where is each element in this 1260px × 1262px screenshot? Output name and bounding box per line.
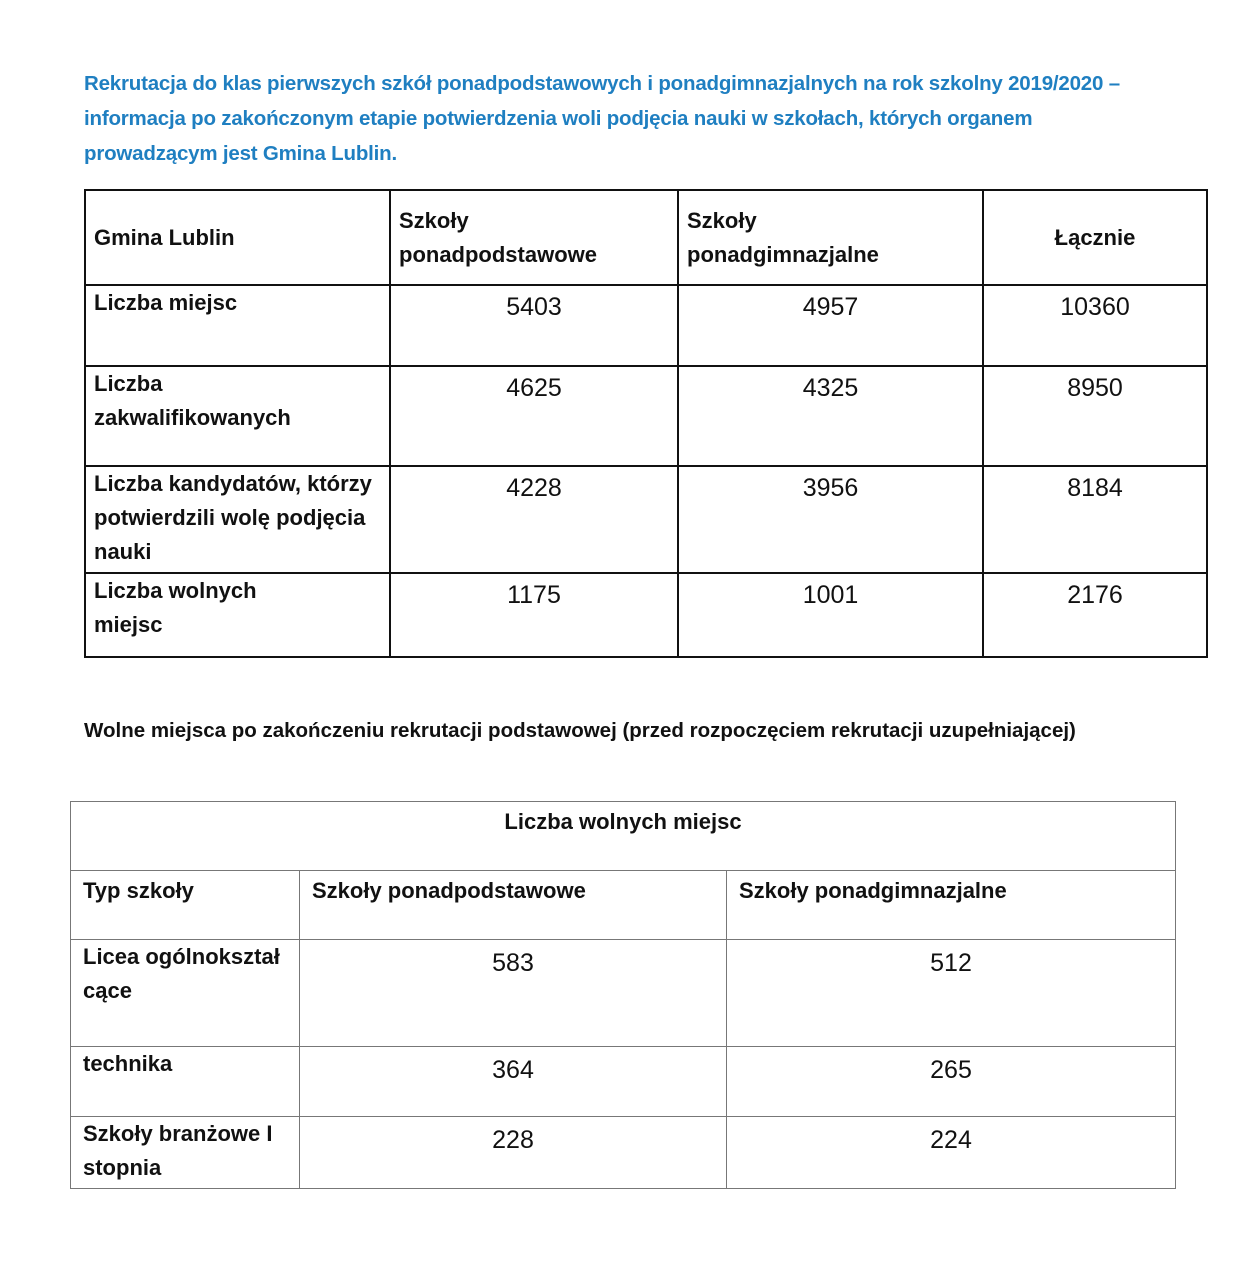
- row-label: Licea ogólnokształcące: [71, 940, 300, 1047]
- row-label: technika: [71, 1047, 300, 1117]
- header-ponadgimnazjalne: [678, 190, 983, 285]
- cell-value: 265: [727, 1047, 1176, 1117]
- row-label: Szkoły branżowe I stopnia: [71, 1117, 300, 1189]
- table-row: [71, 1047, 1176, 1117]
- table-row: [71, 940, 1176, 1047]
- row-label: Liczba miejsc: [85, 285, 390, 366]
- header-total: Łącznie: [983, 190, 1207, 285]
- cell-value: 512: [727, 940, 1176, 1047]
- cell-value: 228: [300, 1117, 727, 1189]
- table-header-row: [71, 871, 1176, 940]
- cell-value: 8184: [983, 466, 1207, 573]
- free-places-table: [70, 801, 1176, 1189]
- table-caption: Liczba wolnych miejsc: [71, 802, 1176, 871]
- table-row: [85, 573, 1207, 657]
- cell-value: 4957: [678, 285, 983, 366]
- table-header-row: [85, 190, 1207, 285]
- table-row: [85, 366, 1207, 466]
- cell-value: 364: [300, 1047, 727, 1117]
- header-text: Szkoły ponadpodstawowe: [399, 207, 597, 267]
- cell-value: 3956: [678, 466, 983, 573]
- header-gmina: Gmina Lublin: [85, 190, 390, 285]
- header-text: Szkoły ponadgimnazjalne: [687, 207, 879, 267]
- table-row: [85, 466, 1207, 573]
- header-ponadpodstawowe: [390, 190, 678, 285]
- cell-value: 1001: [678, 573, 983, 657]
- header-ponadpodstawowe: Szkoły ponadpodstawowe: [300, 871, 727, 940]
- row-label: [85, 573, 390, 657]
- cell-value: 4228: [390, 466, 678, 573]
- cell-value: 2176: [983, 573, 1207, 657]
- row-label: Liczba kandydatów, którzy potwierdzili wolę podjęcia nauki: [85, 466, 390, 573]
- section-subtitle: Wolne miejsca po zakończeniu rekrutacji podstawowej (przed rozpoczęciem rekrutacji uzupełniającej): [84, 719, 1076, 742]
- cell-value: 4325: [678, 366, 983, 466]
- cell-value: 5403: [390, 285, 678, 366]
- table-row: [71, 1117, 1176, 1189]
- cell-value: 4625: [390, 366, 678, 466]
- cell-value: 8950: [983, 366, 1207, 466]
- table-row: [85, 285, 1207, 366]
- table-caption-row: [71, 802, 1176, 871]
- recruitment-summary-table: [84, 189, 1208, 658]
- row-label-text: Liczba zakwalifikowanych: [94, 371, 291, 430]
- cell-value: 1175: [390, 573, 678, 657]
- header-ponadgimnazjalne: Szkoły ponadgimnazjalne: [727, 871, 1176, 940]
- header-school-type: Typ szkoły: [71, 871, 300, 940]
- row-label-text: Liczba wolnych miejsc: [94, 578, 257, 637]
- cell-value: 224: [727, 1117, 1176, 1189]
- cell-value: 10360: [983, 285, 1207, 366]
- row-label: [85, 366, 390, 466]
- document-title: Rekrutacja do klas pierwszych szkół ponadpodstawowych i ponadgimnazjalnych na rok szkolny 2019/2020 – informacja po zakończonym etapie potwierdzenia woli podjęcia nauki w szkołach, których organem prowadzącym jest Gmina Lublin.: [84, 72, 1120, 165]
- cell-value: 583: [300, 940, 727, 1047]
